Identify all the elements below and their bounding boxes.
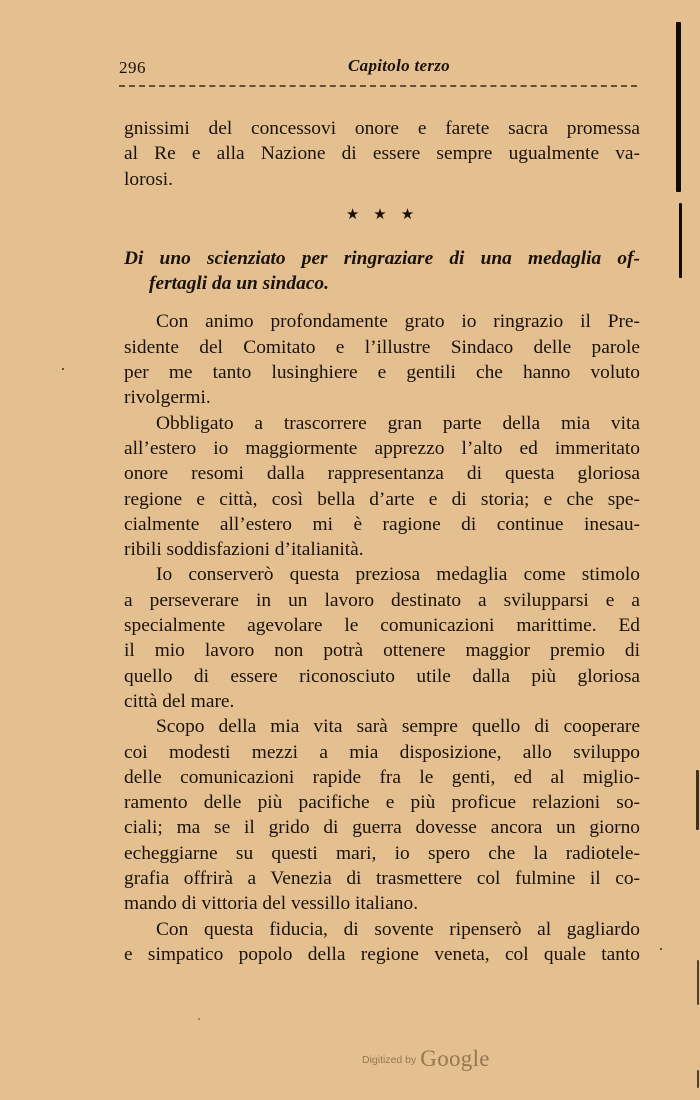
paragraph-3	[124, 562, 640, 714]
continuation-paragraph	[124, 116, 640, 192]
text-line: Con questa fiducia, di sovente ripenserò al gagliardo	[156, 918, 640, 940]
text-line: echeggiarne su questi mari, io spero che la radiotele-	[124, 842, 640, 864]
text-line: quello di essere riconosciuto utile dalla più gloriosa	[124, 665, 640, 687]
header-rule	[119, 85, 637, 87]
heading-line: fertagli da un sindaco.	[149, 273, 329, 295]
text-line: sidente del Comitato e l’illustre Sindaco delle parole	[124, 336, 640, 358]
text-line: e simpatico popolo della regione veneta, col quale tanto	[124, 943, 640, 965]
scan-edge-mark	[696, 770, 699, 830]
scan-edge-mark	[676, 22, 681, 192]
section-separator-stars: ★★★	[345, 206, 429, 223]
text-line: ribili soddisfazioni d’italianità.	[124, 539, 364, 561]
text-line: coi modesti mezzi a mia disposizione, allo sviluppo	[124, 741, 640, 763]
watermark-prefix: Digitized by	[362, 1054, 417, 1066]
text-line: delle comunicazioni rapide fra le genti, ed al miglio-	[124, 766, 640, 788]
text-line: al Re e alla Nazione di essere sempre ugualmente va-	[124, 143, 640, 165]
scan-speck	[198, 1018, 200, 1020]
body-text	[124, 116, 640, 967]
text-line: Con animo profondamente grato io ringrazio il Pre-	[156, 311, 640, 333]
heading-line: Di uno scienziato per ringraziare di una medaglia of-	[124, 247, 640, 269]
text-line: il mio lavoro non potrà ottenere maggior premio di	[124, 640, 640, 662]
text-line: ciali; ma se il grido di guerra dovesse ancora un giorno	[124, 817, 640, 839]
google-logo-text: Google	[420, 1046, 490, 1071]
text-line: Io conserverò questa preziosa medaglia come stimolo	[156, 564, 640, 586]
scan-edge-mark	[679, 203, 682, 278]
paragraph-4	[124, 714, 640, 916]
page-number: 296	[119, 58, 146, 77]
digitized-by-google-watermark	[362, 1046, 490, 1072]
text-line: cialmente all’estero mi è ragione di continue inesau-	[124, 513, 640, 535]
text-line: regione e città, così bella d’arte e di storia; e che spe-	[124, 488, 640, 510]
text-line: ramento delle più pacifiche e più proficue relazioni so-	[124, 792, 640, 814]
text-line: città del mare.	[124, 690, 235, 712]
text-line: rivolgermi.	[124, 387, 211, 409]
section-heading	[124, 246, 640, 297]
scan-edge-mark	[697, 960, 699, 1005]
text-line: grafia offrirà a Venezia di trasmettere col fulmine il co-	[124, 868, 640, 890]
text-line: gnissimi del concessovi onore e farete sacra promessa	[124, 118, 640, 139]
text-line: mando di vittoria del vessillo italiano.	[124, 893, 419, 915]
text-line: lorosi.	[124, 168, 174, 190]
chapter-title: Capitolo terzo	[348, 56, 450, 75]
text-line: onore resomi dalla rappresentanza di questa gloriosa	[124, 463, 640, 485]
running-head	[119, 56, 639, 82]
text-line: per me tanto lusinghiere e gentili che hanno voluto	[124, 362, 640, 384]
text-line: Obbligato a trascorrere gran parte della mia vita	[156, 412, 640, 434]
paragraph-2	[124, 411, 640, 563]
text-line: specialmente agevolare le comunicazioni marittime. Ed	[124, 615, 640, 637]
text-line: a perseverare in un lavoro destinato a svilupparsi e a	[124, 589, 640, 611]
scan-speck	[660, 948, 662, 950]
text-line: Scopo della mia vita sarà sempre quello di cooperare	[156, 716, 640, 738]
paragraph-5	[124, 917, 640, 968]
paragraph-1	[124, 309, 640, 410]
text-line: all’estero io maggiormente apprezzo l’alto ed immeritato	[124, 437, 640, 459]
scan-edge-mark	[697, 1070, 699, 1088]
scan-speck	[62, 368, 64, 370]
